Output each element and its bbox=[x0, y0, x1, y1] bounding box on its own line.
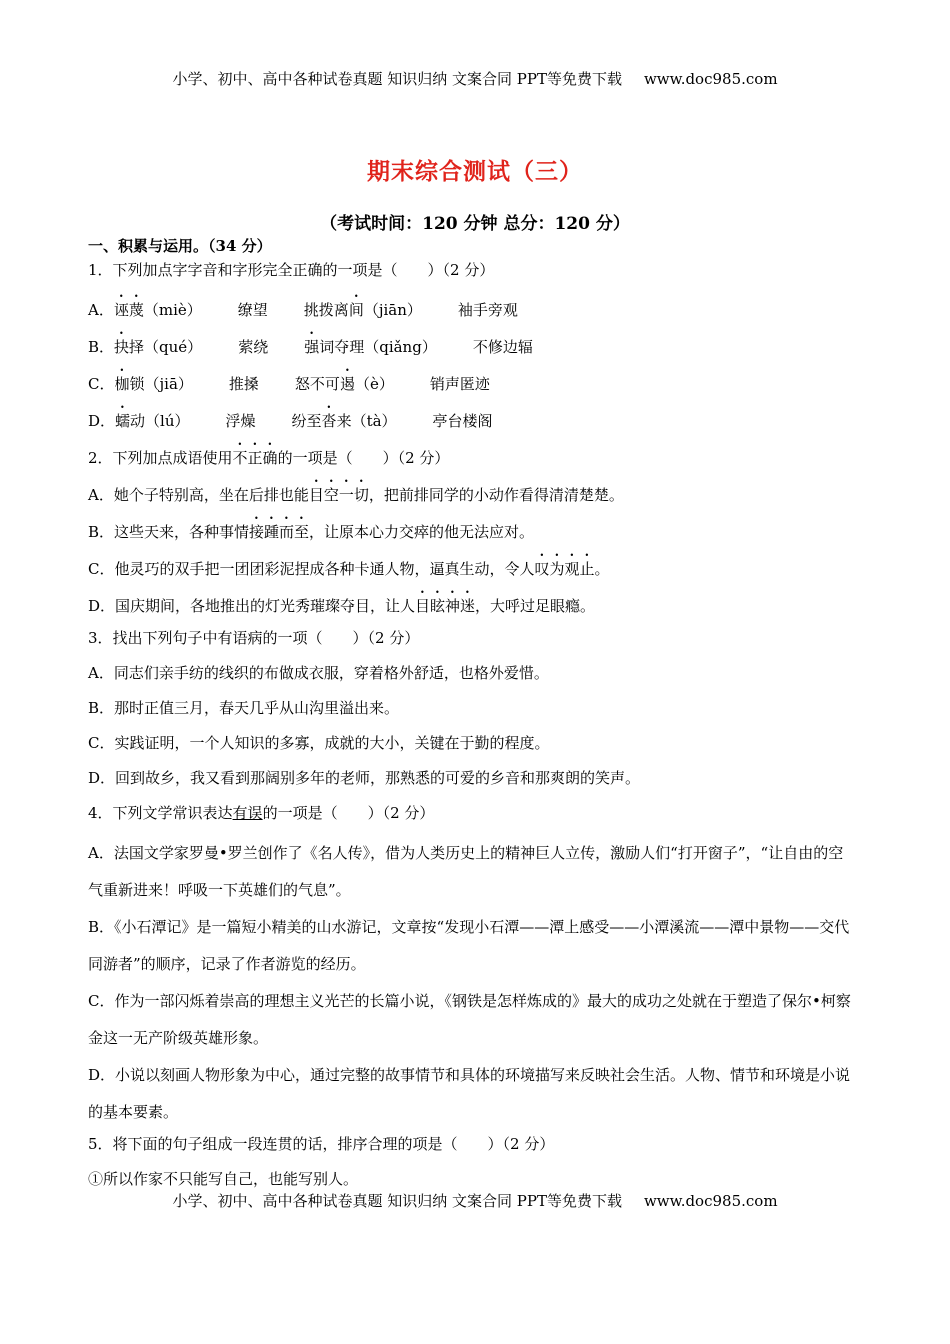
question-4-option-b: B．《小石潭记》是一篇短小精美的山水游记，文章按“发现小石潭——潭上感受——小潭溪流——潭中景物——交代同游者”的顺序，记录了作者游览的经历。 bbox=[88, 918, 850, 973]
question-3-option-c: C．实践证明，一个人知识的多寡，成就的大小，关键在于勤的程度。 bbox=[88, 734, 550, 752]
section-heading: 一、积累与运用。（34 分） bbox=[88, 237, 272, 255]
question-1-option-b: B．抉择（qué） 萦绕 强词夺理（qiǎng） 不修边辐 bbox=[88, 338, 533, 356]
question-2-stem: 2．下列加点成语使用不正确的一项是（ ）（2 分） bbox=[88, 449, 450, 467]
question-2-option-c: C．他灵巧的双手把一团团彩泥捏成各种卡通人物，逼真生动，令人叹为观止。 bbox=[88, 560, 610, 578]
question-4-stem: 4．下列文学常识表达有误的一项是（ ）（2 分） bbox=[88, 804, 435, 822]
question-1-option-d: D．蠕动（lú） 浮燥 纷至沓来（tà） 亭台楼阁 bbox=[88, 412, 493, 430]
question-3-option-a: A．同志们亲手纺的线织的布做成衣服，穿着格外舒适，也格外爱惜。 bbox=[88, 664, 549, 682]
question-5-sentence-1: ①所以作家不只能写自己，也能写别人。 bbox=[88, 1170, 359, 1188]
question-3-option-b: B．那时正值三月，春天几乎从山沟里溢出来。 bbox=[88, 699, 400, 717]
page-footer bbox=[0, 1190, 950, 1211]
page-title: 期末综合测试（三） bbox=[367, 158, 583, 185]
question-5-stem: 5．将下面的句子组成一段连贯的话，排序合理的项是（ ）（2 分） bbox=[88, 1135, 555, 1153]
question-2-option-b: B．这些天来，各种事情接踵而至，让原本心力交瘁的他无法应对。 bbox=[88, 523, 535, 541]
question-1-stem: 1．下列加点字字音和字形完全正确的一项是（ ）（2 分） bbox=[88, 261, 495, 279]
footer-text: 小学、初中、高中各种试卷真题 知识归纳 文案合同 PPT等免费下载 bbox=[172, 1192, 622, 1210]
question-4-option-c: C．作为一部闪烁着崇高的理想主义光芒的长篇小说，《钢铁是怎样炼成的》最大的成功之处就在于塑造了保尔•柯察金这一无产阶级英雄形象。 bbox=[88, 992, 851, 1047]
question-3-stem: 3．找出下列句子中有语病的一项（ ）（2 分） bbox=[88, 629, 420, 647]
page-header bbox=[0, 68, 950, 89]
header-url[interactable]: www.doc985.com bbox=[643, 70, 778, 88]
question-4-option-a: A．法国文学家罗曼•罗兰创作了《名人传》，借为人类历史上的精神巨人立传，激励人们“打开窗子”，“让自由的空气重新进来！呼吸一下英雄们的气息”。 bbox=[88, 844, 844, 899]
question-1-option-c: C．枷锁（jiā） 推搡 怒不可遏（è） 销声匿迹 bbox=[88, 375, 490, 393]
footer-url[interactable]: www.doc985.com bbox=[643, 1192, 778, 1210]
question-list bbox=[88, 257, 856, 1201]
question-2-option-a: A．她个子特别高，坐在后排也能目空一切，把前排同学的小动作看得清清楚楚。 bbox=[88, 486, 624, 504]
question-2-option-d: D．国庆期间，各地推出的灯光秀璀璨夺目，让人目眩神迷，大呼过足眼瘾。 bbox=[88, 597, 596, 615]
question-1-option-a: A．诬蔑（miè） 缭望 挑拨离间（jiān） 袖手旁观 bbox=[88, 301, 518, 319]
exam-info: （考试时间：120 分钟 总分：120 分） bbox=[320, 214, 630, 234]
header-text: 小学、初中、高中各种试卷真题 知识归纳 文案合同 PPT等免费下载 bbox=[172, 70, 622, 88]
question-4-option-d: D．小说以刻画人物形象为中心，通过完整的故事情节和具体的环境描写来反映社会生活。人物、情节和环境是小说的基本要素。 bbox=[88, 1066, 851, 1121]
question-3-option-d: D．回到故乡，我又看到那阔别多年的老师，那熟悉的可爱的乡音和那爽朗的笑声。 bbox=[88, 769, 641, 787]
